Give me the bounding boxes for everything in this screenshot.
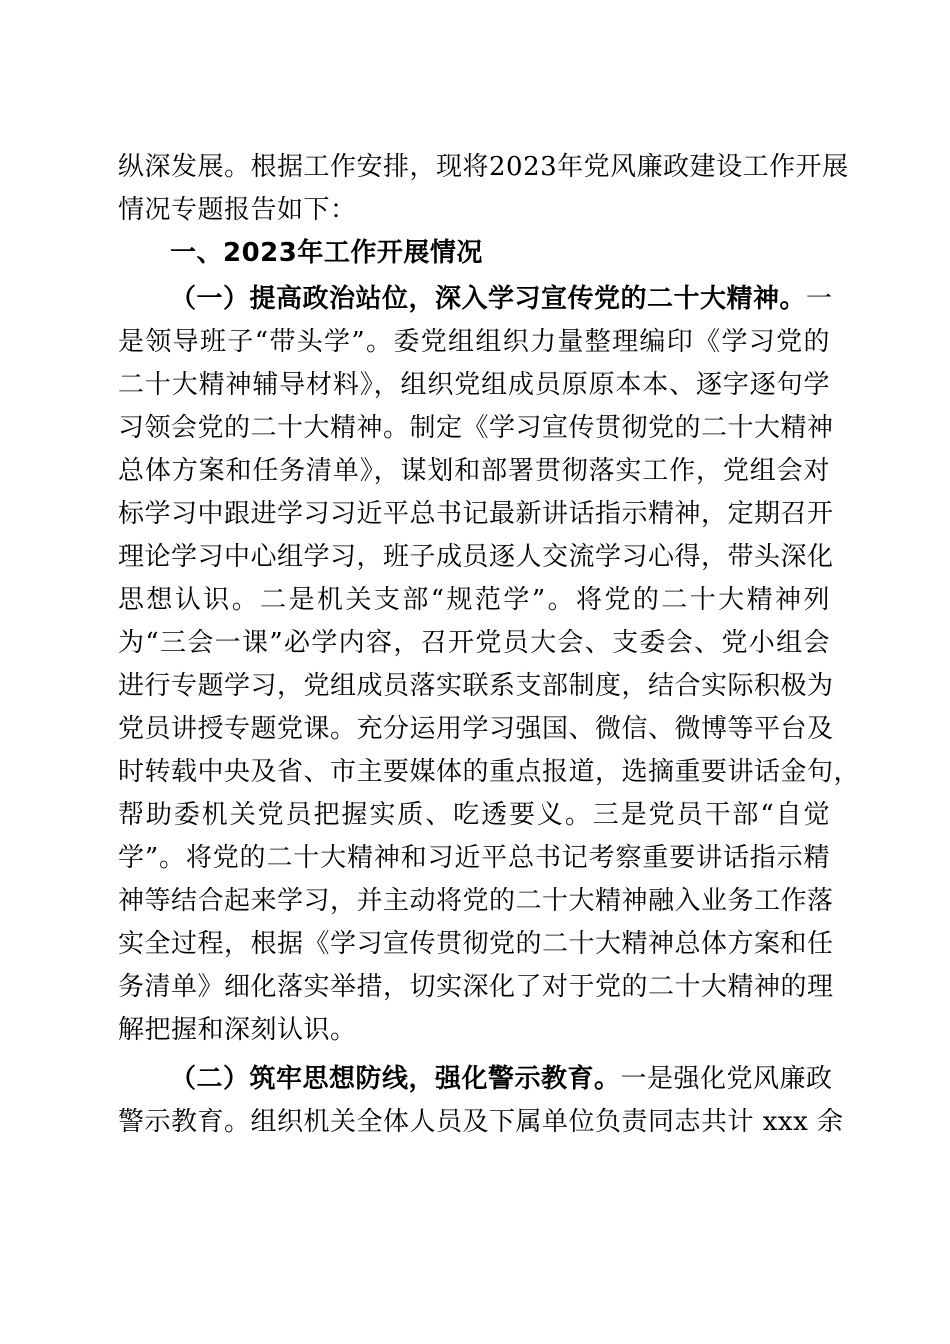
section-1-line: 总体方案和任务清单》，谋划和部署贯彻落实工作，党组会对 (118, 456, 830, 486)
section-heading-1: 一、2023年工作开展情况 (170, 238, 483, 268)
section-1-last-line: 解把握和深刻认识。 (118, 1015, 357, 1045)
section-1-title-rest: 一 (806, 284, 833, 314)
section-2-line: 警示教育。组织机关全体人员及下属单位负责同志共计 xxx 余 (118, 1107, 844, 1137)
intro-line-2: 情况专题报告如下： (118, 195, 357, 225)
section-1-line: 是领导班子“带头学”。委党组组织力量整理编印《学习党的 (118, 327, 830, 357)
section-2-title-line (170, 1060, 833, 1098)
section-2-title-rest: 一是强化党风廉政 (620, 1064, 833, 1094)
section-1-line: 党员讲授专题党课。充分运用学习强国、微信、微博等平台及 (118, 714, 834, 744)
section-1-title: （一）提高政治站位，深入学习宣传党的二十大精神。 (170, 284, 807, 314)
section-1-line: 进行专题学习，党组成员落实联系支部制度，结合实际积极为 (118, 671, 834, 701)
section-1-line: 神等结合起来学习，并主动将党的二十大精神融入业务工作落 (118, 886, 834, 916)
section-1-line: 习领会党的二十大精神。制定《学习宣传贯彻党的二十大精神 (118, 413, 834, 443)
section-1-line: 为“三会一课”必学内容，召开党员大会、支委会、党小组会 (118, 628, 830, 658)
section-1-title-line (170, 280, 833, 318)
intro-line-1: 纵深发展。根据工作安排，现将2023年党风廉政建设工作开展 (118, 152, 849, 182)
section-1-line: 时转载中央及省、市主要媒体的重点报道，选摘重要讲话金句， (118, 757, 861, 787)
section-1-line: 二十大精神辅导材料》，组织党组成员原原本本、逐字逐句学 (118, 370, 830, 400)
section-1-line: 学”。将党的二十大精神和习近平总书记考察重要讲话指示精 (118, 843, 830, 873)
section-1-line: 思想认识。二是机关支部“规范学”。将党的二十大精神列 (118, 585, 830, 615)
section-2-title: （二）筑牢思想防线，强化警示教育。 (170, 1064, 621, 1094)
section-1-line: 帮助委机关党员把握实质、吃透要义。三是党员干部“自觉 (118, 800, 830, 830)
section-1-line: 标学习中跟进学习习近平总书记最新讲话指示精神，定期召开 (118, 499, 834, 529)
section-1-line: 务清单》细化落实举措，切实深化了对于党的二十大精神的理 (118, 972, 834, 1002)
section-1-line: 理论学习中心组学习，班子成员逐人交流学习心得，带头深化 (118, 542, 834, 572)
section-1-line: 实全过程，根据《学习宣传贯彻党的二十大精神总体方案和任 (118, 929, 834, 959)
